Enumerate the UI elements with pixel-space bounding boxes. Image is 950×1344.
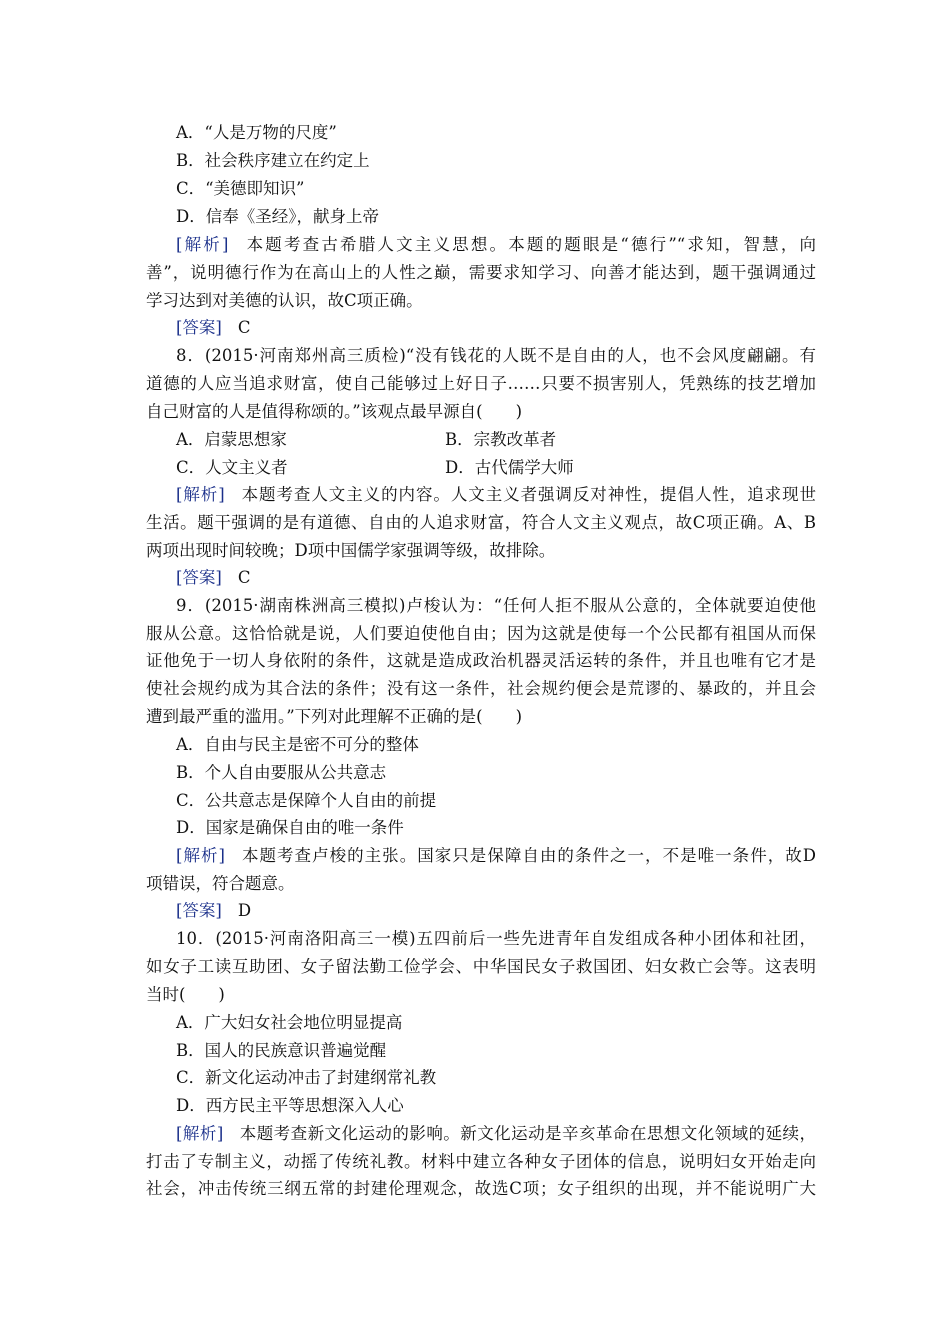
q8-stem-line-1: 8．(2015·河南郑州高三质检)“没有钱花的人既不是自由的人，也不会风度翩翩。有	[176, 346, 816, 365]
q8-answer: [答案] C	[176, 568, 251, 587]
q7-option-c: C．“美德即知识”	[176, 179, 305, 198]
q8-option-a: A．启蒙思想家	[176, 430, 287, 449]
q7-option-d: D．信奉《圣经》，献身上帝	[176, 207, 379, 226]
q8-analysis-line-1: [解析] 本题考查人文主义的内容。人文主义者强调反对神性，提倡人性，追求现世	[176, 485, 817, 504]
q10-analysis-line-2: 打击了专制主义，动摇了传统礼教。材料中建立各种女子团体的信息，说明妇女开始走向	[146, 1152, 816, 1171]
q8-options-row-2	[176, 458, 846, 478]
q9-stem-line-3: 证他免于一切人身依附的条件，这就是造成政治机器灵活运转的条件，并且也唯有它才是	[146, 651, 816, 670]
q9-analysis-line-1: [解析] 本题考查卢梭的主张。国家只是保障自由的条件之一，不是唯一条件，故D	[176, 846, 816, 865]
q9-analysis-line-2: 项错误，符合题意。	[146, 874, 295, 893]
q7-analysis-line-2: 善”，说明德行作为在高山上的人性之巅，需要求知学习、向善才能达到，题干强调通过	[146, 263, 816, 282]
q9-option-a: A．自由与民主是密不可分的整体	[176, 735, 419, 754]
q9-stem-line-2: 服从公意。这恰恰就是说，人们要迫使他自由；因为这就是使每一个公民都有祖国从而保	[146, 624, 816, 643]
q9-option-d: D．国家是确保自由的唯一条件	[176, 818, 404, 837]
q10-analysis-line-3: 社会，冲击传统三纲五常的封建伦理观念，故选C项；女子组织的出现，并不能说明广大	[146, 1179, 816, 1198]
q7-analysis-line-1: [解析] 本题考查古希腊人文主义思想。本题的题眼是“德行”“求知，智慧，向	[176, 235, 816, 254]
q8-analysis-line-2: 生活。题干强调的是有道德、自由的人追求财富，符合人文主义观点，故C项正确。A、B	[146, 513, 816, 532]
answer-tag: [答案]	[176, 901, 222, 920]
q9-stem-line-1: 9．(2015·湖南株洲高三模拟)卢梭认为：“任何人拒不服从公意的，全体就要迫使他	[176, 596, 816, 615]
q9-stem-line-4: 使社会规约成为其合法的条件；没有这一条件，社会规约便会是荒谬的、暴政的，并且会	[146, 679, 816, 698]
answer-tag: [答案]	[176, 318, 222, 337]
q7-analysis-line-3: 学习达到对美德的认识，故C项正确。	[146, 291, 423, 310]
q10-option-b: B．国人的民族意识普遍觉醒	[176, 1041, 387, 1060]
analysis-tag: [解析]	[176, 485, 225, 504]
q10-stem-line-3: 当时( )	[146, 985, 225, 1004]
q8-stem-line-3: 自己财富的人是值得称颂的。”该观点最早源自( )	[146, 402, 523, 421]
q7-option-a: A．“人是万物的尺度”	[176, 123, 337, 142]
q9-stem-line-5: 遭到最严重的滥用。”下列对此理解不正确的是( )	[146, 707, 523, 726]
q8-stem-line-2: 道德的人应当追求财富，使自己能够过上好日子……只要不损害别人，凭熟练的技艺增加	[146, 374, 816, 393]
q8-option-d: D．古代儒学大师	[445, 458, 574, 477]
analysis-tag: [解析]	[176, 1124, 224, 1143]
q8-option-c: C．人文主义者	[176, 458, 288, 477]
q10-analysis-line-1: [解析] 本题考查新文化运动的影响。新文化运动是辛亥革命在思想文化领域的延续，	[176, 1124, 817, 1143]
q8-analysis-line-3: 两项出现时间较晚；D项中国儒学家强调等级，故排除。	[146, 541, 556, 560]
q10-option-d: D．西方民主平等思想深入人心	[176, 1096, 404, 1115]
q10-option-c: C．新文化运动冲击了封建纲常礼教	[176, 1068, 437, 1087]
q9-answer: [答案] D	[176, 901, 252, 920]
q7-option-b: B．社会秩序建立在约定上	[176, 151, 370, 170]
q10-stem-line-1: 10．(2015·河南洛阳高三一模)五四前后一些先进青年自发组成各种小团体和社团，	[176, 929, 816, 948]
answer-tag: [答案]	[176, 568, 222, 587]
q8-options-row-1	[176, 430, 846, 450]
q10-stem-line-2: 如女子工读互助团、女子留法勤工俭学会、中华国民女子救国团、妇女救亡会等。这表明	[146, 957, 816, 976]
q8-option-b: B．宗教改革者	[445, 430, 557, 449]
q10-option-a: A．广大妇女社会地位明显提高	[176, 1013, 403, 1032]
analysis-tag: [解析]	[176, 235, 229, 254]
q7-answer: [答案] C	[176, 318, 251, 337]
q9-option-b: B．个人自由要服从公共意志	[176, 763, 387, 782]
analysis-tag: [解析]	[176, 846, 225, 865]
q9-option-c: C．公共意志是保障个人自由的前提	[176, 791, 437, 810]
